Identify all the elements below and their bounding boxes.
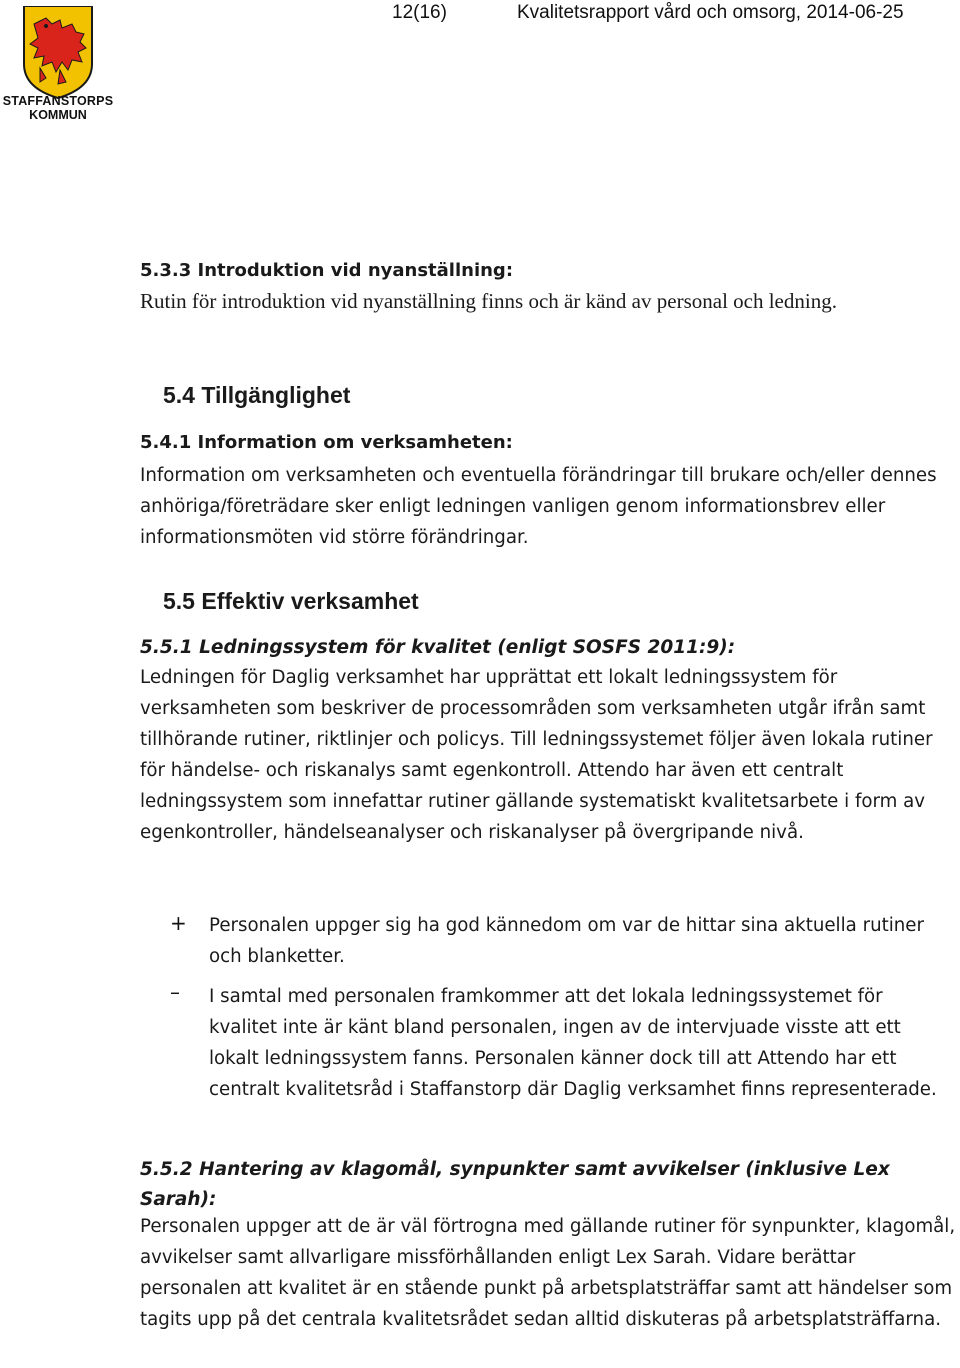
heading-5-4-1: 5.4.1 Information om verksamheten: (140, 432, 513, 453)
heading-5-5-2: 5.5.2 Hantering av klagomål, synpunkter samt avvikelser (inklusive Lex Sarah): (140, 1159, 890, 1210)
plus-bullet-icon: + (170, 911, 187, 935)
bullet-item-negative: I samtal med personalen framkommer att det lokala ledningssystemet för kvalitet inte är känt bland personalen, ingen av de intervjuade visste att ett lokalt ledningssystem fanns. Personalen känner dock till att Attendo har ett centralt kvalitetsråd i Staffanstorp där Daglig verksamhet finns representerade. (209, 986, 937, 1100)
heading-5-5: 5.5 Effektiv verksamhet (163, 588, 419, 614)
heading-5-5-1: 5.5.1 Ledningssystem för kvalitet (enligt SOSFS 2011:9): (140, 637, 736, 658)
bullet-item-positive: Personalen uppger sig ha god kännedom om var de hittar sina aktuella rutiner och blanketter. (209, 915, 924, 967)
document-title: Kvalitetsrapport vård och omsorg, 2014-06-25 (517, 2, 904, 23)
paragraph-5-5-2: Personalen uppger att de är väl förtrogna med gällande rutiner för synpunkter, klagomål, avvikelser samt allvarligare missförhållanden enligt Lex Sarah. Vidare berättar personalen att kvalitet är en stående punkt på arbetsplatsträffar samt att händelser som tagits upp på det centrala kvalitetsrådet sedan alltid diskuteras på arbetsplatsträffarna. (140, 1216, 956, 1330)
paragraph-5-5-1: Ledningen för Daglig verksamhet har upprättat ett lokalt ledningssystem för verksamheten som beskriver de processområden som verksamheten utgår ifrån samt tillhörande rutiner, riktlinjer och policys. Till ledningssystemet följer även lokala rutiner för händelse- och riskanalys samt egenkontroll. Attendo har även ett centralt ledningssystem som innefattar rutiner gällande systematiskt kvalitetsarbete i form av egenkontroller, händelseanalyser och riskanalyser på övergripande nivå. (140, 667, 933, 843)
heading-5-3-3: 5.3.3 Introduktion vid nyanställning: (140, 260, 514, 281)
page-number: 12(16) (392, 2, 447, 23)
paragraph-5-3-3: Rutin för introduktion vid nyanställning finns och är känd av personal och ledning. (140, 289, 837, 313)
logo-text-line2: KOMMUN (29, 108, 87, 122)
heading-5-4: 5.4 Tillgänglighet (163, 382, 351, 408)
minus-bullet-icon: – (170, 980, 180, 1004)
paragraph-5-4-1: Information om verksamheten och eventuella förändringar till brukare och/eller dennes anhöriga/företrädare sker enligt ledningen vanligen genom informationsbrev eller informationsmöten vid större förändringar. (140, 465, 937, 548)
logo-text-line1: STAFFANSTORPS (2, 94, 114, 108)
